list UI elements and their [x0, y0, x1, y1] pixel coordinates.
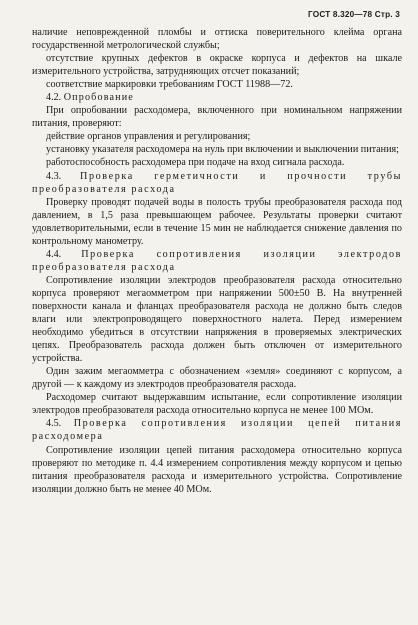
section-title: Проверка сопротивления изоляции цепей питания расходомера: [32, 418, 403, 443]
paragraph-zero-pointer: установку указателя расходомера на нуль при включении и выключении питания;: [46, 144, 399, 156]
paragraph-electrode-insulation: Сопротивление изоляции электродов преобразователя расхода относительно корпуса проверяют мегаомметром при напряжении 500±50 В. На внутренней поверхности канала и фланцах преобразователя расхода не должно быть следов влаги или электропроводящего поверхностного налета. Перед измерением необходимо убедиться в отсутствии напряжения в проверяемых электрических цепях. Преобразователь расхода должен быть отключен от измерительного устройства.: [32, 274, 402, 365]
paragraph-power-insulation: Сопротивление изоляции цепей питания расходомера относительно корпуса проверяют по методике п. 4.4 измерением сопротивления между корпусом и цепью питания преобразователя расхода и измерительного устройства. Сопротивление изоляции должно быть не менее 40 МОм.: [32, 444, 402, 495]
section-heading-4-3: [32, 170, 402, 196]
section-heading-4-2: [32, 91, 402, 104]
paragraph-paint-defects: отсутствие крупных дефектов в окраске корпуса и дефектов на шкале измерительного устройства, затрудняющих отсчет показаний;: [32, 53, 402, 78]
paragraph-seal-check: наличие неповрежденной пломбы и оттиска поверительного клейма органа государственной метрологической службы;: [32, 27, 402, 52]
body-text: [32, 26, 402, 496]
paragraph-megohmmeter-clamp: Один зажим мегаомметра с обозначением «земля» соединяют с корпусом, а другой — к каждому из электродов преобразователя расхода.: [32, 366, 402, 391]
page-header: ГОСТ 8.320—78 Стр. 3: [308, 10, 400, 19]
paragraph-testing-intro: При опробовании расходомера, включенного при номинальном напряжении питания, проверяют:: [32, 105, 402, 130]
section-number: 4.4.: [46, 248, 62, 260]
section-heading-4-4: [32, 248, 402, 274]
paragraph-operability: работоспособность расходомера при подаче на вход сигнала расхода.: [46, 157, 345, 169]
section-title: Опробование: [63, 92, 134, 104]
section-title: Проверка герметичности и прочности трубы преобразователя расхода: [32, 170, 402, 195]
section-title: Проверка сопротивления изоляции электродов преобразователя расхода: [32, 248, 403, 273]
paragraph-electrode-result: Расходомер считают выдержавшим испытание, если сопротивление изоляции электродов преобразователя расхода относительно корпуса не менее 100 МОм.: [32, 392, 402, 417]
paragraph-marking: соответствие маркировки требованиям ГОСТ 11988—72.: [46, 79, 293, 91]
section-number: 4.5.: [46, 418, 62, 430]
section-number: 4.2.: [46, 92, 62, 104]
section-heading-4-5: [32, 417, 402, 443]
section-number: 4.3.: [46, 170, 62, 182]
paragraph-water-pressure: Проверку проводят подачей воды в полость трубы преобразователя расхода под давлением, в 1,5 раза превышающем рабочее. Результаты проверки считают удовлетворительными, если в течение 15 мин не наблюдается снижение давления по контрольному манометру.: [32, 196, 402, 247]
paragraph-controls: действие органов управления и регулирования;: [46, 131, 251, 143]
